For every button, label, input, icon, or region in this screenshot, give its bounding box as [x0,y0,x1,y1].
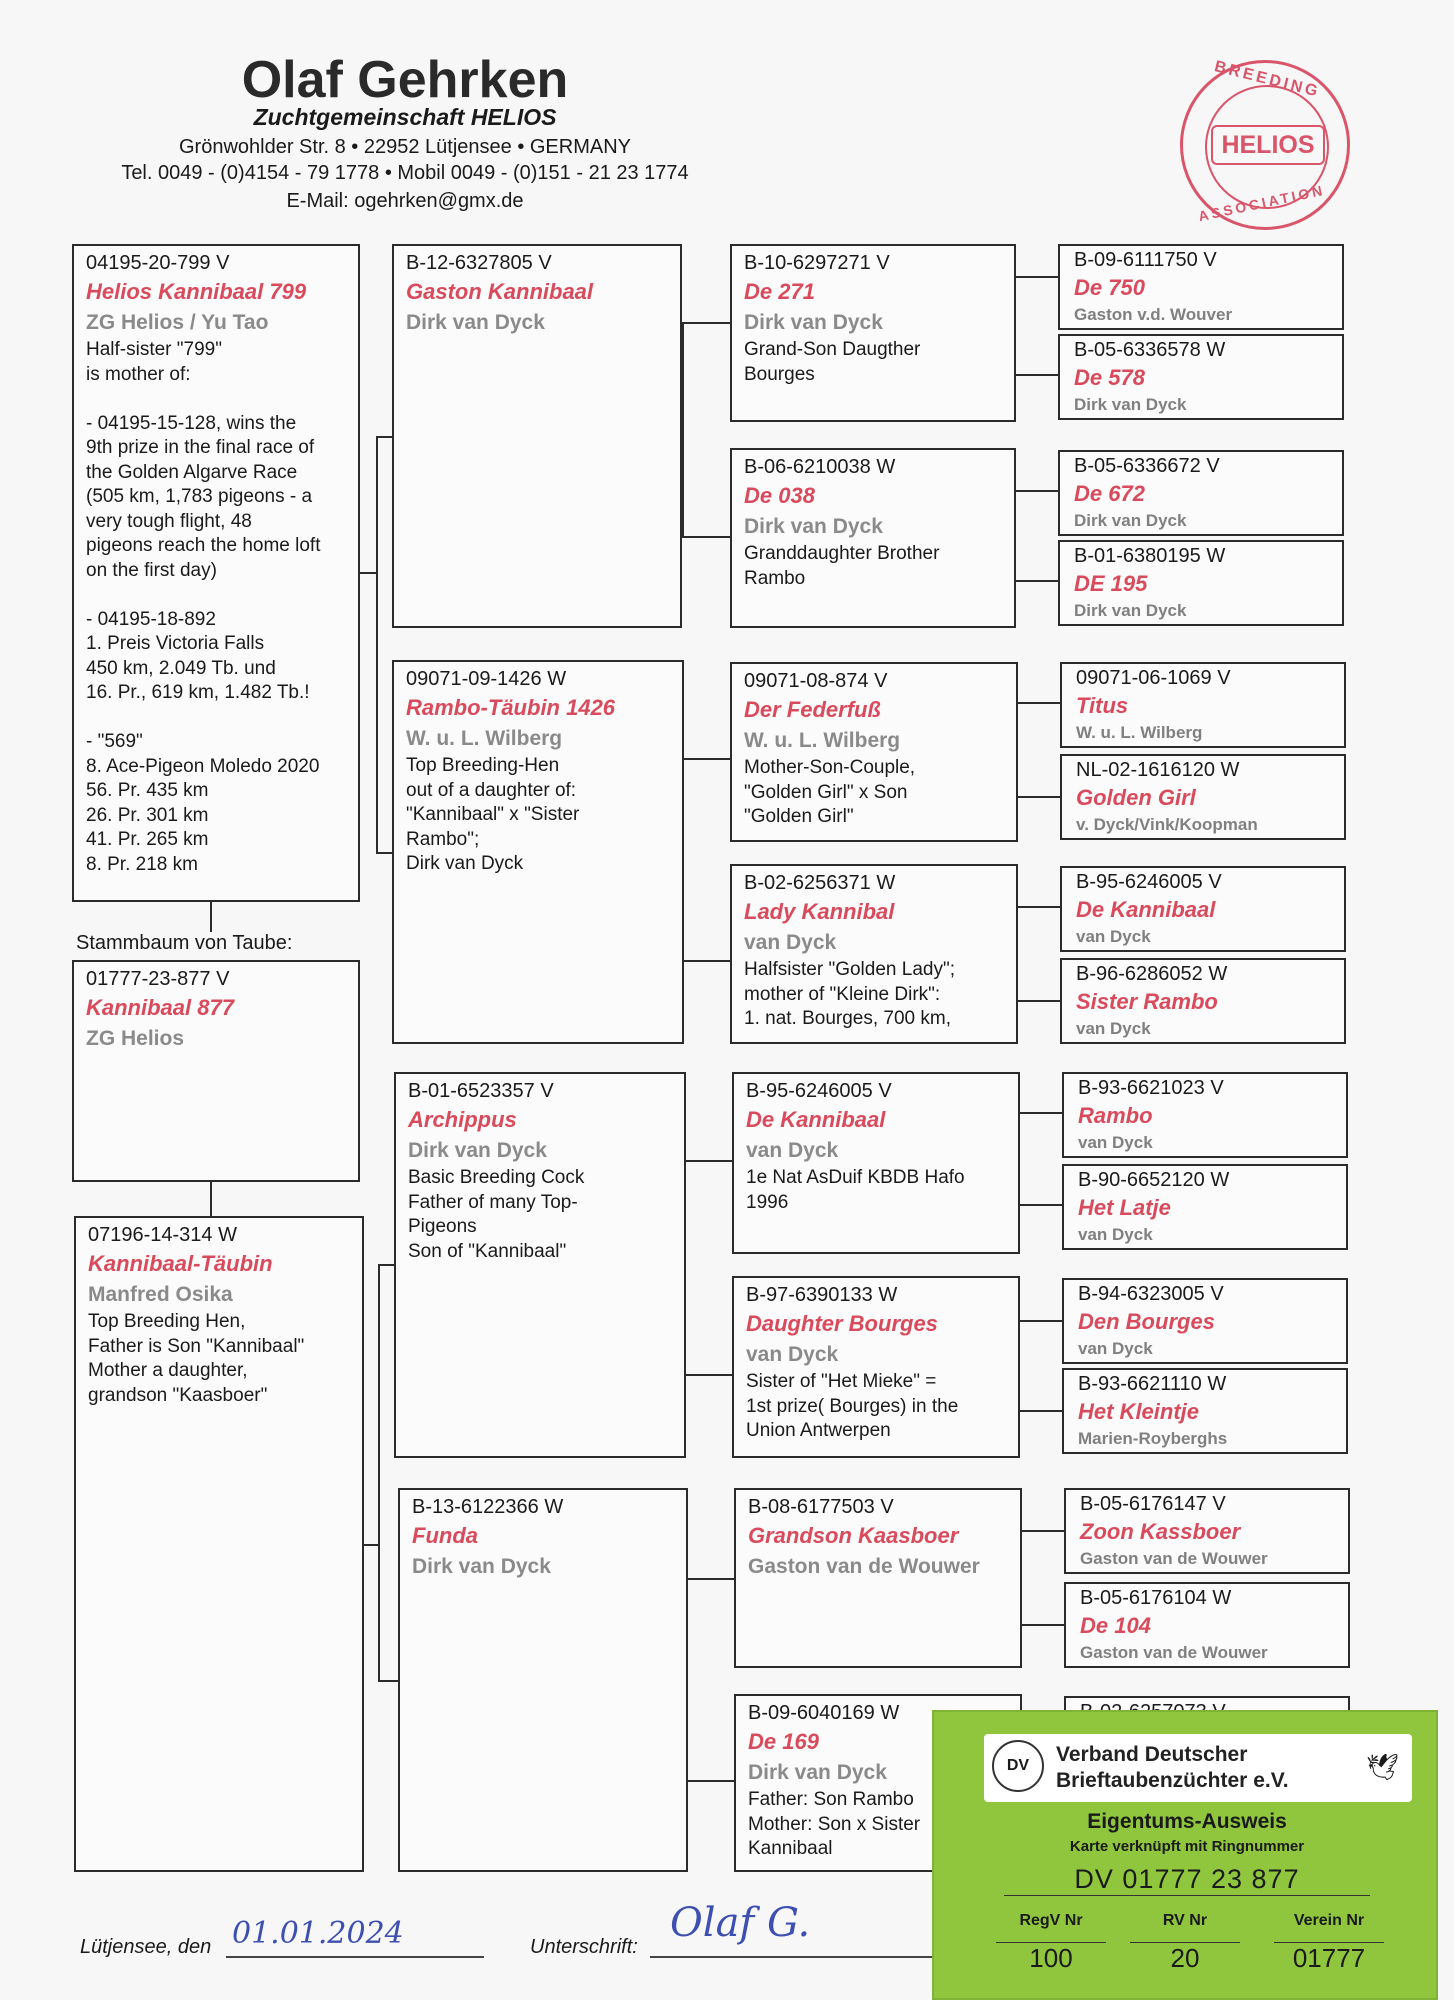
ring-number: B-95-6246005 V [746,1080,892,1102]
breeder-address: Grönwohlder Str. 8 • 22952 Lütjensee • GERMANY [178,136,631,158]
gen4-card-5 [1060,662,1346,748]
pigeon-notes: Grand-Son Daugther Bourges [744,339,921,385]
gen4-card-7 [1060,866,1346,952]
breeder: van Dyck [1078,1133,1153,1152]
pigeon-name: Lady Kannibal [744,899,895,924]
ring-number: B-90-6652120 W [1078,1169,1230,1191]
connector [378,1264,394,1266]
connector [1022,1624,1064,1626]
connector [684,960,730,962]
ring-number: B-97-6390133 W [746,1284,898,1306]
verein-value: 01777 [1274,1942,1384,1974]
ownership-card [932,1710,1438,2000]
breeder: Dirk van Dyck [748,1761,887,1784]
ring-number: B-12-6327805 V [406,252,552,274]
pigeon-name: Gaston Kannibaal [406,279,594,304]
connector [1020,1204,1062,1206]
pigeon-name: Zoon Kassboer [1080,1519,1241,1544]
gen4-card-6 [1060,754,1346,840]
ring-number: B-96-6286052 W [1076,963,1228,985]
ring-number: B-09-6040169 W [748,1702,900,1724]
gen2-card-2 [392,660,684,1044]
breeder: van Dyck [746,1139,839,1162]
breeder: Dirk van Dyck [744,515,883,538]
ring-number: B-05-6336578 W [1074,339,1226,361]
pigeon-name: Funda [412,1523,478,1548]
pigeon-name: Kannibaal 877 [86,995,234,1020]
pigeon-name: De 104 [1080,1613,1151,1638]
ring-number: 01777-23-877 V [86,968,230,990]
breeder: Dirk van Dyck [1074,511,1187,530]
breeder: Gaston van de Wouwer [748,1555,980,1578]
connector [1018,796,1060,798]
breeder-phone: Tel. 0049 - (0)4154 - 79 1778 • Mobil 0049 - (0)151 - 21 23 1774 [121,162,689,184]
connector [1016,276,1058,278]
pigeon-icon: 🕊 [1366,1752,1400,1782]
breeder: Gaston v.d. Wouver [1074,305,1233,324]
ring-number: B-02-6256371 W [744,872,896,894]
helios-association-stamp [1180,60,1350,230]
gen3-card-2 [730,448,1016,628]
ring-number: 04195-20-799 V [86,252,230,274]
pigeon-name: Rambo [1078,1103,1153,1128]
breeder: v. Dyck/Vink/Koopman [1076,815,1258,834]
pigeon-notes: Mother-Son-Couple, "Golden Girl" x Son "Golden Girl" [744,757,916,827]
signature-line [650,1956,932,1958]
connector [684,758,730,760]
connector [210,902,212,932]
gen4-card-10 [1062,1164,1348,1250]
card-ring-number: DV 01777 23 877 [1004,1864,1370,1896]
gen4-card-12 [1062,1368,1348,1454]
connector [360,572,376,574]
ring-number: B-01-6380195 W [1074,545,1226,567]
pigeon-name: Kannibaal-Täubin [88,1251,273,1276]
connector [1022,1530,1064,1532]
gen4-card-11 [1062,1278,1348,1364]
pigeon-name: Het Latje [1078,1195,1171,1220]
rv-value: 20 [1130,1942,1240,1974]
pigeon-name: Daughter Bourges [746,1311,938,1336]
ring-number: B-05-6176104 W [1080,1587,1232,1609]
gen3-card-1 [730,244,1016,422]
pigeon-name: De 578 [1074,365,1145,390]
pigeon-notes: Sister of "Het Mieke" = 1st prize( Bourges) in the Union Antwerpen [746,1371,959,1441]
pigeon-name: De Kannibaal [746,1107,886,1132]
rv-label: RV Nr [1162,1912,1208,1929]
ring-number: 09071-09-1426 W [406,668,567,690]
gen2-card-1 [392,244,682,628]
sire-card [72,960,360,1182]
breeder: W. u. L. Wilberg [1076,723,1203,742]
gen2-card-3 [394,1072,686,1458]
breeder: van Dyck [1078,1339,1153,1358]
gen4-card-1 [1058,244,1344,330]
connector [682,322,730,324]
ring-number: 09071-06-1069 V [1076,667,1231,689]
card-org-line1: Verband Deutscher [1056,1743,1248,1766]
gen4-card-9 [1062,1072,1348,1158]
connector [378,1264,380,1680]
breeder: Gaston van de Wouwer [1080,1643,1268,1662]
card-header [984,1734,1412,1802]
card-org-name [1056,1742,1289,1794]
ring-number: B-13-6122366 W [412,1496,564,1518]
pigeon-name: Het Kleintje [1078,1399,1200,1424]
breeder: Gaston van de Wouwer [1080,1549,1268,1568]
pigeon-notes: Granddaughter Brother Rambo [744,543,940,589]
ring-number: 07196-14-314 W [88,1224,237,1246]
stamp-bottom-word: ASSOCIATION [1196,181,1327,225]
connector [686,1374,732,1376]
card-org-line2: Brieftaubenzüchter e.V. [1056,1769,1289,1792]
connector [1016,580,1058,582]
ring-number: B-08-6177503 V [748,1496,894,1518]
pigeon-notes: Top Breeding-Hen out of a daughter of: "Kannibaal" x "Sister Rambo"; Dirk van Dyck [406,755,580,874]
signature-label: Unterschrift: [530,1936,638,1958]
dam-card [74,1216,364,1872]
ring-number: B-95-6246005 V [1076,871,1222,893]
gen4-card-2 [1058,334,1344,420]
pigeon-name: Der Federfuß [744,697,881,722]
breeder: van Dyck [1076,1019,1151,1038]
connector [1020,1112,1062,1114]
connector [1016,490,1058,492]
ring-number: 09071-08-874 V [744,670,888,692]
regv-value: 100 [996,1942,1106,1974]
stamp-top-word: BREEDING [1212,58,1323,101]
breeder: Dirk van Dyck [1074,601,1187,620]
pigeon-name: Den Bourges [1078,1309,1215,1334]
ring-number: B-93-6621023 V [1078,1077,1224,1099]
ring-number: NL-02-1616120 W [1076,759,1240,781]
dv-logo-icon: DV [992,1740,1044,1792]
connector [682,322,684,536]
connector [376,852,392,854]
pigeon-notes: Basic Breeding Cock Father of many Top- Pigeons Son of "Kannibaal" [408,1167,585,1262]
connector [688,1578,734,1580]
connector [686,1160,732,1162]
ring-number: B-93-6621110 W [1078,1373,1227,1395]
connector [682,536,730,538]
subject-pigeon-card [72,244,360,902]
pigeon-name: Helios Kannibaal 799 [86,279,307,304]
ring-number: B-05-6336672 V [1074,455,1220,477]
ring-number: B-94-6323005 V [1078,1283,1224,1305]
verein-label: Verein Nr [1293,1912,1365,1929]
connector [1018,1000,1060,1002]
handwritten-date: 01.01.2024 [232,1916,404,1951]
gen4-card-3 [1058,450,1344,536]
breeder: Dirk van Dyck [1074,395,1187,414]
connector [1020,1410,1062,1412]
regv-label: RegV Nr [1019,1912,1083,1929]
pigeon-name: Titus [1076,693,1129,718]
breeder: van Dyck [1076,927,1151,946]
pigeon-name: De 038 [744,483,815,508]
breeder: Manfred Osika [88,1283,233,1306]
gen3-card-6 [732,1276,1020,1458]
pigeon-notes: Top Breeding Hen, Father is Son "Kannibaal" Mother a daughter, grandson "Kaasboer" [88,1311,305,1406]
connector [1016,374,1058,376]
gen2-card-4 [398,1488,688,1872]
stammbaum-label: Stammbaum von Taube: [76,932,293,954]
connector [1018,906,1060,908]
ring-number: B-01-6523357 V [408,1080,554,1102]
pigeon-name: De Kannibaal [1076,897,1216,922]
breeder: Marien-Royberghs [1078,1429,1228,1448]
breeder: Dirk van Dyck [406,311,545,334]
breeder-company: Zuchtgemeinschaft HELIOS [253,104,557,130]
gen4-card-14 [1064,1582,1350,1668]
connector [1020,1320,1062,1322]
connector [688,1780,734,1782]
gen4-card-13 [1064,1488,1350,1574]
pigeon-notes: Father: Son Rambo Mother: Son x Sister Kannibaal [748,1789,921,1859]
handwritten-signature: Olaf G. [670,1900,811,1946]
gen3-card-3 [730,662,1018,842]
breeder: W. u. L. Wilberg [406,727,563,750]
ring-number: B-09-6111750 V [1074,249,1217,271]
connector [376,436,392,438]
breeder: W. u. L. Wilberg [744,729,901,752]
gen4-card-4 [1058,540,1344,626]
breeder: van Dyck [744,931,837,954]
connector [378,1680,398,1682]
connector [1018,702,1060,704]
pigeon-name: De 271 [744,279,815,304]
breeder: Dirk van Dyck [744,311,883,334]
breeder: Dirk van Dyck [412,1555,551,1578]
date-line [226,1956,484,1958]
pigeon-name: Grandson Kaasboer [748,1523,959,1548]
pigeon-name: DE 195 [1074,571,1148,596]
breeder: ZG Helios [86,1027,185,1050]
pigeon-notes: 1e Nat AsDuif KBDB Hafo 1996 [746,1167,965,1213]
pigeon-name: Rambo-Täubin 1426 [406,695,616,720]
card-subtitle: Karte verknüpft mit Ringnummer [1069,1838,1305,1855]
pigeon-name: Archippus [408,1107,517,1132]
connector [376,436,378,852]
connector [210,1182,212,1216]
card-title: Eigentums-Ausweis [1087,1810,1287,1833]
gen4-card-8 [1060,958,1346,1044]
pigeon-notes: Half-sister "799" is mother of: - 04195-15-128, wins the 9th prize in the final race of the Golden Algarve Race (505 km, 1,783 pigeons - a very tough flight, 48 pigeons reach the home loft on the first day) - 04195-18-892 1. Preis Victoria Falls 450 km, 2.049 Tb. und 16. Pr., 619 km, 1.482 Tb.! - "569" 8. Ace-Pigeon Moledo 2020 56. Pr. 435 km 26. Pr. 301 km 41. Pr. 265 km 8. Pr. 218 km [86,339,321,875]
breeder: Dirk van Dyck [408,1139,547,1162]
ring-number: B-10-6297271 V [744,252,890,274]
pigeon-name: De 750 [1074,275,1145,300]
ring-number: B-05-6176147 V [1080,1493,1226,1515]
breeder: van Dyck [1078,1225,1153,1244]
pigeon-name: De 169 [748,1729,819,1754]
gen3-card-4 [730,864,1018,1044]
pigeon-name: Golden Girl [1076,785,1196,810]
pigeon-name: De 672 [1074,481,1145,506]
gen3-card-5 [732,1072,1020,1254]
breeder: ZG Helios / Yu Tao [86,311,269,334]
breeder-name: Olaf Gehrken [241,51,569,109]
breeder-email: E-Mail: ogehrken@gmx.de [286,190,524,212]
breeder: van Dyck [746,1343,839,1366]
ring-number: B-06-6210038 W [744,456,896,478]
stamp-center-label: HELIOS [1211,125,1325,165]
gen3-card-7 [734,1488,1022,1668]
pigeon-name: Sister Rambo [1076,989,1218,1014]
place-date-label: Lütjensee, den [80,1936,212,1958]
pigeon-notes: Halfsister "Golden Lady"; mother of "Kleine Dirk": 1. nat. Bourges, 700 km, [744,959,955,1029]
